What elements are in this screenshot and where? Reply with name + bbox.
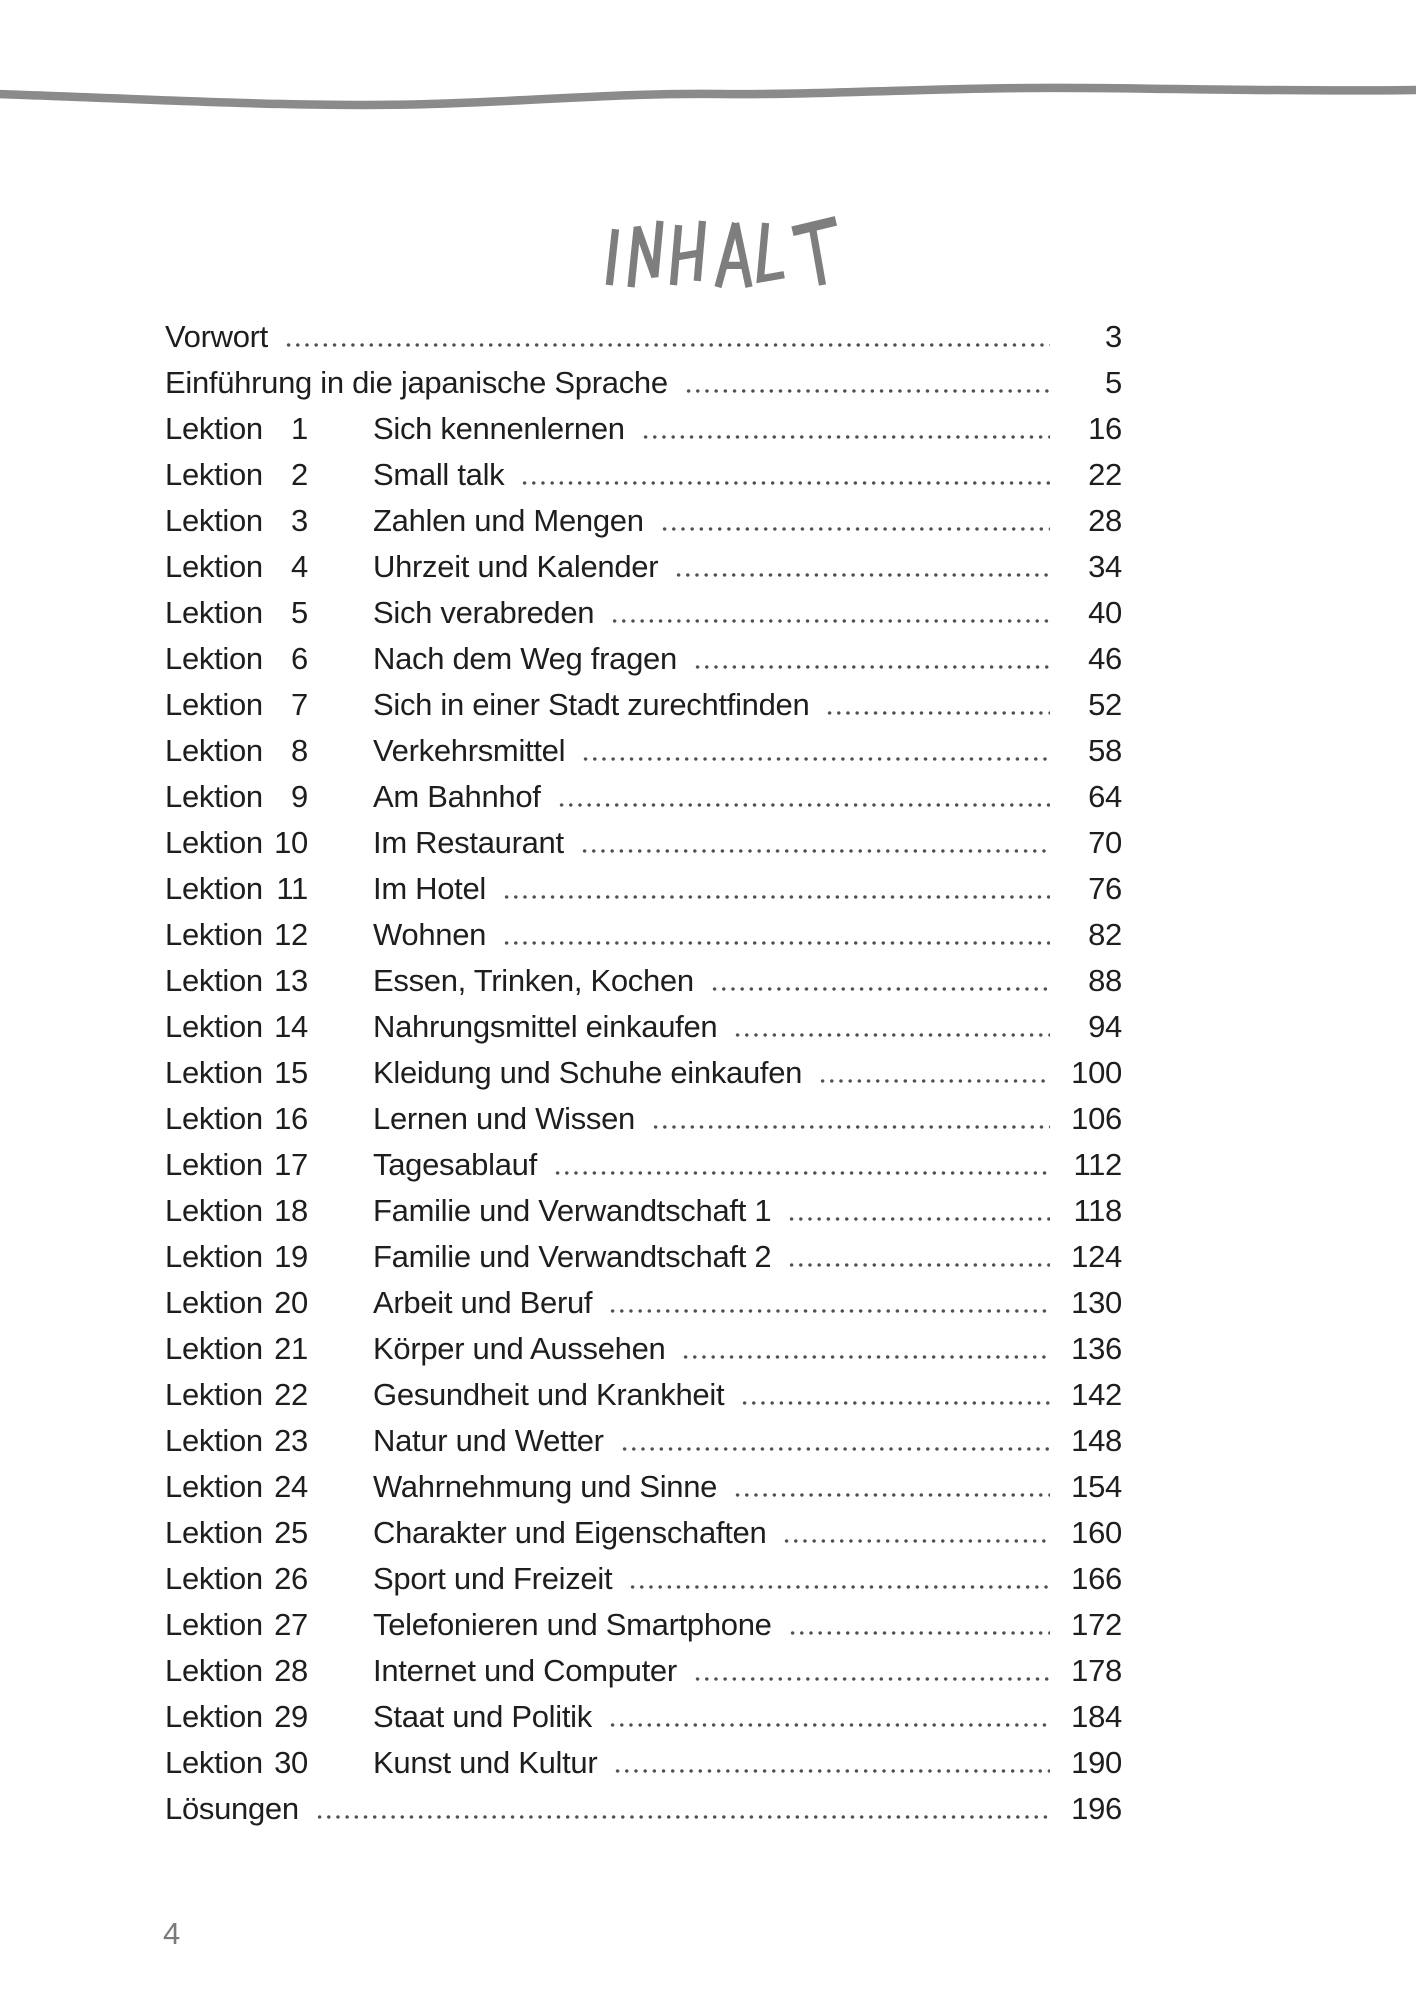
entry-page-number: 184: [1071, 1699, 1122, 1734]
page-title: [600, 209, 838, 299]
folio-page-number: 4: [163, 1916, 180, 1951]
entry-page-number: 130: [1071, 1285, 1122, 1320]
lesson-label: Lektion: [165, 1101, 263, 1136]
entry-title: Arbeit und Beruf: [373, 1285, 593, 1320]
toc-row: [165, 1510, 1122, 1556]
entry-title: Small talk: [373, 457, 505, 492]
entry-page-number: 160: [1071, 1515, 1122, 1550]
entry-page-number: 172: [1071, 1607, 1122, 1642]
dot-leader: [733, 1033, 1050, 1037]
lesson-number: 21: [274, 1331, 308, 1366]
lesson-label: Lektion: [165, 825, 263, 860]
dot-leader: [681, 1355, 1050, 1359]
toc-row: [165, 1050, 1122, 1096]
lesson-label: Lektion: [165, 1423, 263, 1458]
entry-page-number: 118: [1073, 1193, 1122, 1228]
entry-page-number: 106: [1071, 1101, 1122, 1136]
entry-page-number: 112: [1073, 1147, 1122, 1182]
toc-row: [165, 912, 1122, 958]
lesson-number: 13: [274, 963, 308, 998]
lesson-label: Lektion: [165, 779, 263, 814]
lesson-number: 26: [274, 1561, 308, 1596]
entry-page-number: 88: [1088, 963, 1122, 998]
entry-title: Essen, Trinken, Kochen: [373, 963, 694, 998]
lesson-number: 14: [274, 1009, 308, 1044]
lesson-number: 4: [291, 549, 308, 584]
lesson-number: 3: [291, 503, 308, 538]
entry-page-number: 178: [1071, 1653, 1122, 1688]
lesson-number: 12: [274, 917, 308, 952]
lesson-label: Lektion: [165, 1147, 263, 1182]
lesson-number: 1: [291, 411, 308, 446]
lesson-number: 30: [274, 1745, 308, 1780]
dot-leader: [651, 1125, 1050, 1129]
toc-row: [165, 1694, 1122, 1740]
entry-title: Telefonieren und Smartphone: [373, 1607, 772, 1642]
dot-leader: [610, 619, 1050, 623]
toc-row: [165, 682, 1122, 728]
entry-page-number: 46: [1088, 641, 1122, 676]
entry-title: Zahlen und Mengen: [373, 503, 644, 538]
entry-title: Gesundheit und Krankheit: [373, 1377, 725, 1412]
entry-page-number: 190: [1071, 1745, 1122, 1780]
lesson-label: Lektion: [165, 503, 263, 538]
top-rule: [0, 0, 1416, 130]
lesson-number: 20: [274, 1285, 308, 1320]
toc-row: [165, 1188, 1122, 1234]
entry-title: Tagesablauf: [373, 1147, 537, 1182]
dot-leader: [710, 987, 1050, 991]
lesson-label: Lektion: [165, 1515, 263, 1550]
entry-title: Vorwort: [165, 319, 268, 354]
toc-row: [165, 360, 1122, 406]
lesson-number: 22: [274, 1377, 308, 1412]
lesson-number: 18: [274, 1193, 308, 1228]
entry-title: Nahrungsmittel einkaufen: [373, 1009, 718, 1044]
toc-row: [165, 1602, 1122, 1648]
toc-list: [165, 314, 1122, 1832]
lesson-number: 10: [274, 825, 308, 860]
toc-row: [165, 452, 1122, 498]
lesson-label: Lektion: [165, 871, 263, 906]
entry-page-number: 148: [1071, 1423, 1122, 1458]
toc-row: [165, 406, 1122, 452]
entry-page-number: 196: [1071, 1791, 1122, 1826]
toc-row: [165, 820, 1122, 866]
lesson-label: Lektion: [165, 1745, 263, 1780]
toc-row: [165, 1648, 1122, 1694]
entry-title: Staat und Politik: [373, 1699, 592, 1734]
entry-title: Internet und Computer: [373, 1653, 677, 1688]
entry-title: Im Hotel: [373, 871, 487, 906]
dot-leader: [502, 895, 1050, 899]
lesson-label: Lektion: [165, 687, 263, 722]
dot-leader: [581, 757, 1050, 761]
lesson-number: 24: [274, 1469, 308, 1504]
toc-row: [165, 314, 1122, 360]
toc-row: [165, 498, 1122, 544]
entry-page-number: 64: [1088, 779, 1122, 814]
entry-title: Nach dem Weg fragen: [373, 641, 677, 676]
dot-leader: [660, 527, 1050, 531]
entry-title: Charakter und Eigenschaften: [373, 1515, 767, 1550]
dot-leader: [520, 481, 1050, 485]
entry-title: Kleidung und Schuhe einkaufen: [373, 1055, 803, 1090]
lesson-number: 25: [274, 1515, 308, 1550]
entry-title: Körper und Aussehen: [373, 1331, 666, 1366]
entry-page-number: 5: [1105, 365, 1122, 400]
lesson-label: Lektion: [165, 1377, 263, 1412]
entry-page-number: 142: [1071, 1377, 1122, 1412]
entry-page-number: 40: [1088, 595, 1122, 630]
lesson-label: Lektion: [165, 1239, 263, 1274]
lesson-label: Lektion: [165, 1561, 263, 1596]
toc-row: [165, 958, 1122, 1004]
lesson-number: 28: [274, 1653, 308, 1688]
lesson-label: Lektion: [165, 1331, 263, 1366]
dot-leader: [315, 1815, 1050, 1819]
toc-row: [165, 728, 1122, 774]
entry-title: Wohnen: [373, 917, 487, 952]
lesson-number: 27: [274, 1607, 308, 1642]
lesson-label: Lektion: [165, 917, 263, 952]
lesson-label: Lektion: [165, 963, 263, 998]
dot-leader: [613, 1769, 1050, 1773]
toc-row: [165, 1096, 1122, 1142]
lesson-number: 7: [291, 687, 308, 722]
toc-row: [165, 1740, 1122, 1786]
lesson-label: Lektion: [165, 1699, 263, 1734]
entry-page-number: 124: [1071, 1239, 1122, 1274]
lesson-number: 29: [274, 1699, 308, 1734]
dot-leader: [825, 711, 1050, 715]
entry-title: Im Restaurant: [373, 825, 564, 860]
lesson-number: 17: [274, 1147, 308, 1182]
toc-row: [165, 1004, 1122, 1050]
entry-page-number: 3: [1105, 319, 1122, 354]
lesson-number: 6: [291, 641, 308, 676]
entry-title: Familie und Verwandtschaft 2: [373, 1239, 772, 1274]
entry-page-number: 22: [1088, 457, 1122, 492]
entry-page-number: 166: [1071, 1561, 1122, 1596]
entry-title: Kunst und Kultur: [373, 1745, 598, 1780]
entry-title: Sich verabreden: [373, 595, 595, 630]
entry-page-number: 34: [1088, 549, 1122, 584]
lesson-label: Lektion: [165, 457, 263, 492]
toc-row: [165, 544, 1122, 590]
entry-page-number: 52: [1088, 687, 1122, 722]
lesson-label: Lektion: [165, 641, 263, 676]
entry-title: Lösungen: [165, 1791, 299, 1826]
toc-row: [165, 590, 1122, 636]
dot-leader: [788, 1631, 1050, 1635]
lesson-label: Lektion: [165, 1607, 263, 1642]
lesson-label: Lektion: [165, 1193, 263, 1228]
toc-row: [165, 1556, 1122, 1602]
dot-leader: [620, 1447, 1050, 1451]
toc-row: [165, 774, 1122, 820]
entry-title: Verkehrsmittel: [373, 733, 566, 768]
toc-row: [165, 1234, 1122, 1280]
lesson-number: 9: [291, 779, 308, 814]
toc-row: [165, 1786, 1122, 1832]
dot-leader: [674, 573, 1050, 577]
entry-page-number: 154: [1071, 1469, 1122, 1504]
lesson-label: Lektion: [165, 1653, 263, 1688]
dot-leader: [608, 1723, 1050, 1727]
lesson-number: 16: [274, 1101, 308, 1136]
toc-row: [165, 866, 1122, 912]
lesson-label: Lektion: [165, 1009, 263, 1044]
toc-row: [165, 1326, 1122, 1372]
entry-title: Sport und Freizeit: [373, 1561, 613, 1596]
entry-title: Sich in einer Stadt zurechtfinden: [373, 687, 810, 722]
entry-page-number: 16: [1088, 411, 1122, 446]
entry-page-number: 82: [1088, 917, 1122, 952]
entry-title: Wahrnehmung und Sinne: [373, 1469, 718, 1504]
entry-title: Uhrzeit und Kalender: [373, 549, 659, 584]
entry-title: Familie und Verwandtschaft 1: [373, 1193, 772, 1228]
dot-leader: [787, 1217, 1050, 1221]
entry-title: Am Bahnhof: [373, 779, 541, 814]
dot-leader: [818, 1079, 1050, 1083]
dot-leader: [740, 1401, 1050, 1405]
lesson-number: 23: [274, 1423, 308, 1458]
entry-title: Natur und Wetter: [373, 1423, 604, 1458]
dot-leader: [641, 435, 1050, 439]
lesson-label: Lektion: [165, 733, 263, 768]
lesson-label: Lektion: [165, 1285, 263, 1320]
dot-leader: [733, 1493, 1050, 1497]
lesson-label: Lektion: [165, 1469, 263, 1504]
dot-leader: [787, 1263, 1050, 1267]
entry-page-number: 94: [1088, 1009, 1122, 1044]
lesson-label: Lektion: [165, 595, 263, 630]
entry-title: Sich kennenlernen: [373, 411, 625, 446]
dot-leader: [553, 1171, 1050, 1175]
toc-row: [165, 1280, 1122, 1326]
dot-leader: [693, 1677, 1050, 1681]
dot-leader: [684, 389, 1050, 393]
lesson-number: 19: [274, 1239, 308, 1274]
entry-page-number: 136: [1071, 1331, 1122, 1366]
dot-leader: [628, 1585, 1050, 1589]
entry-title: Lernen und Wissen: [373, 1101, 636, 1136]
entry-page-number: 58: [1088, 733, 1122, 768]
lesson-number: 11: [276, 871, 308, 906]
lesson-label: Lektion: [165, 411, 263, 446]
lesson-number: 15: [274, 1055, 308, 1090]
entry-page-number: 76: [1088, 871, 1122, 906]
toc-row: [165, 1418, 1122, 1464]
lesson-number: 8: [291, 733, 308, 768]
toc-row: [165, 1142, 1122, 1188]
entry-page-number: 28: [1088, 503, 1122, 538]
lesson-number: 2: [291, 457, 308, 492]
dot-leader: [782, 1539, 1050, 1543]
lesson-label: Lektion: [165, 549, 263, 584]
toc-row: [165, 636, 1122, 682]
dot-leader: [608, 1309, 1050, 1313]
toc-row: [165, 1372, 1122, 1418]
lesson-number: 5: [291, 595, 308, 630]
toc-row: [165, 1464, 1122, 1510]
entry-page-number: 70: [1088, 825, 1122, 860]
dot-leader: [693, 665, 1050, 669]
entry-title: Einführung in die japanische Sprache: [165, 365, 668, 400]
lesson-label: Lektion: [165, 1055, 263, 1090]
dot-leader: [580, 849, 1050, 853]
dot-leader: [557, 803, 1050, 807]
entry-page-number: 100: [1071, 1055, 1122, 1090]
dot-leader: [284, 343, 1050, 347]
dot-leader: [502, 941, 1050, 945]
